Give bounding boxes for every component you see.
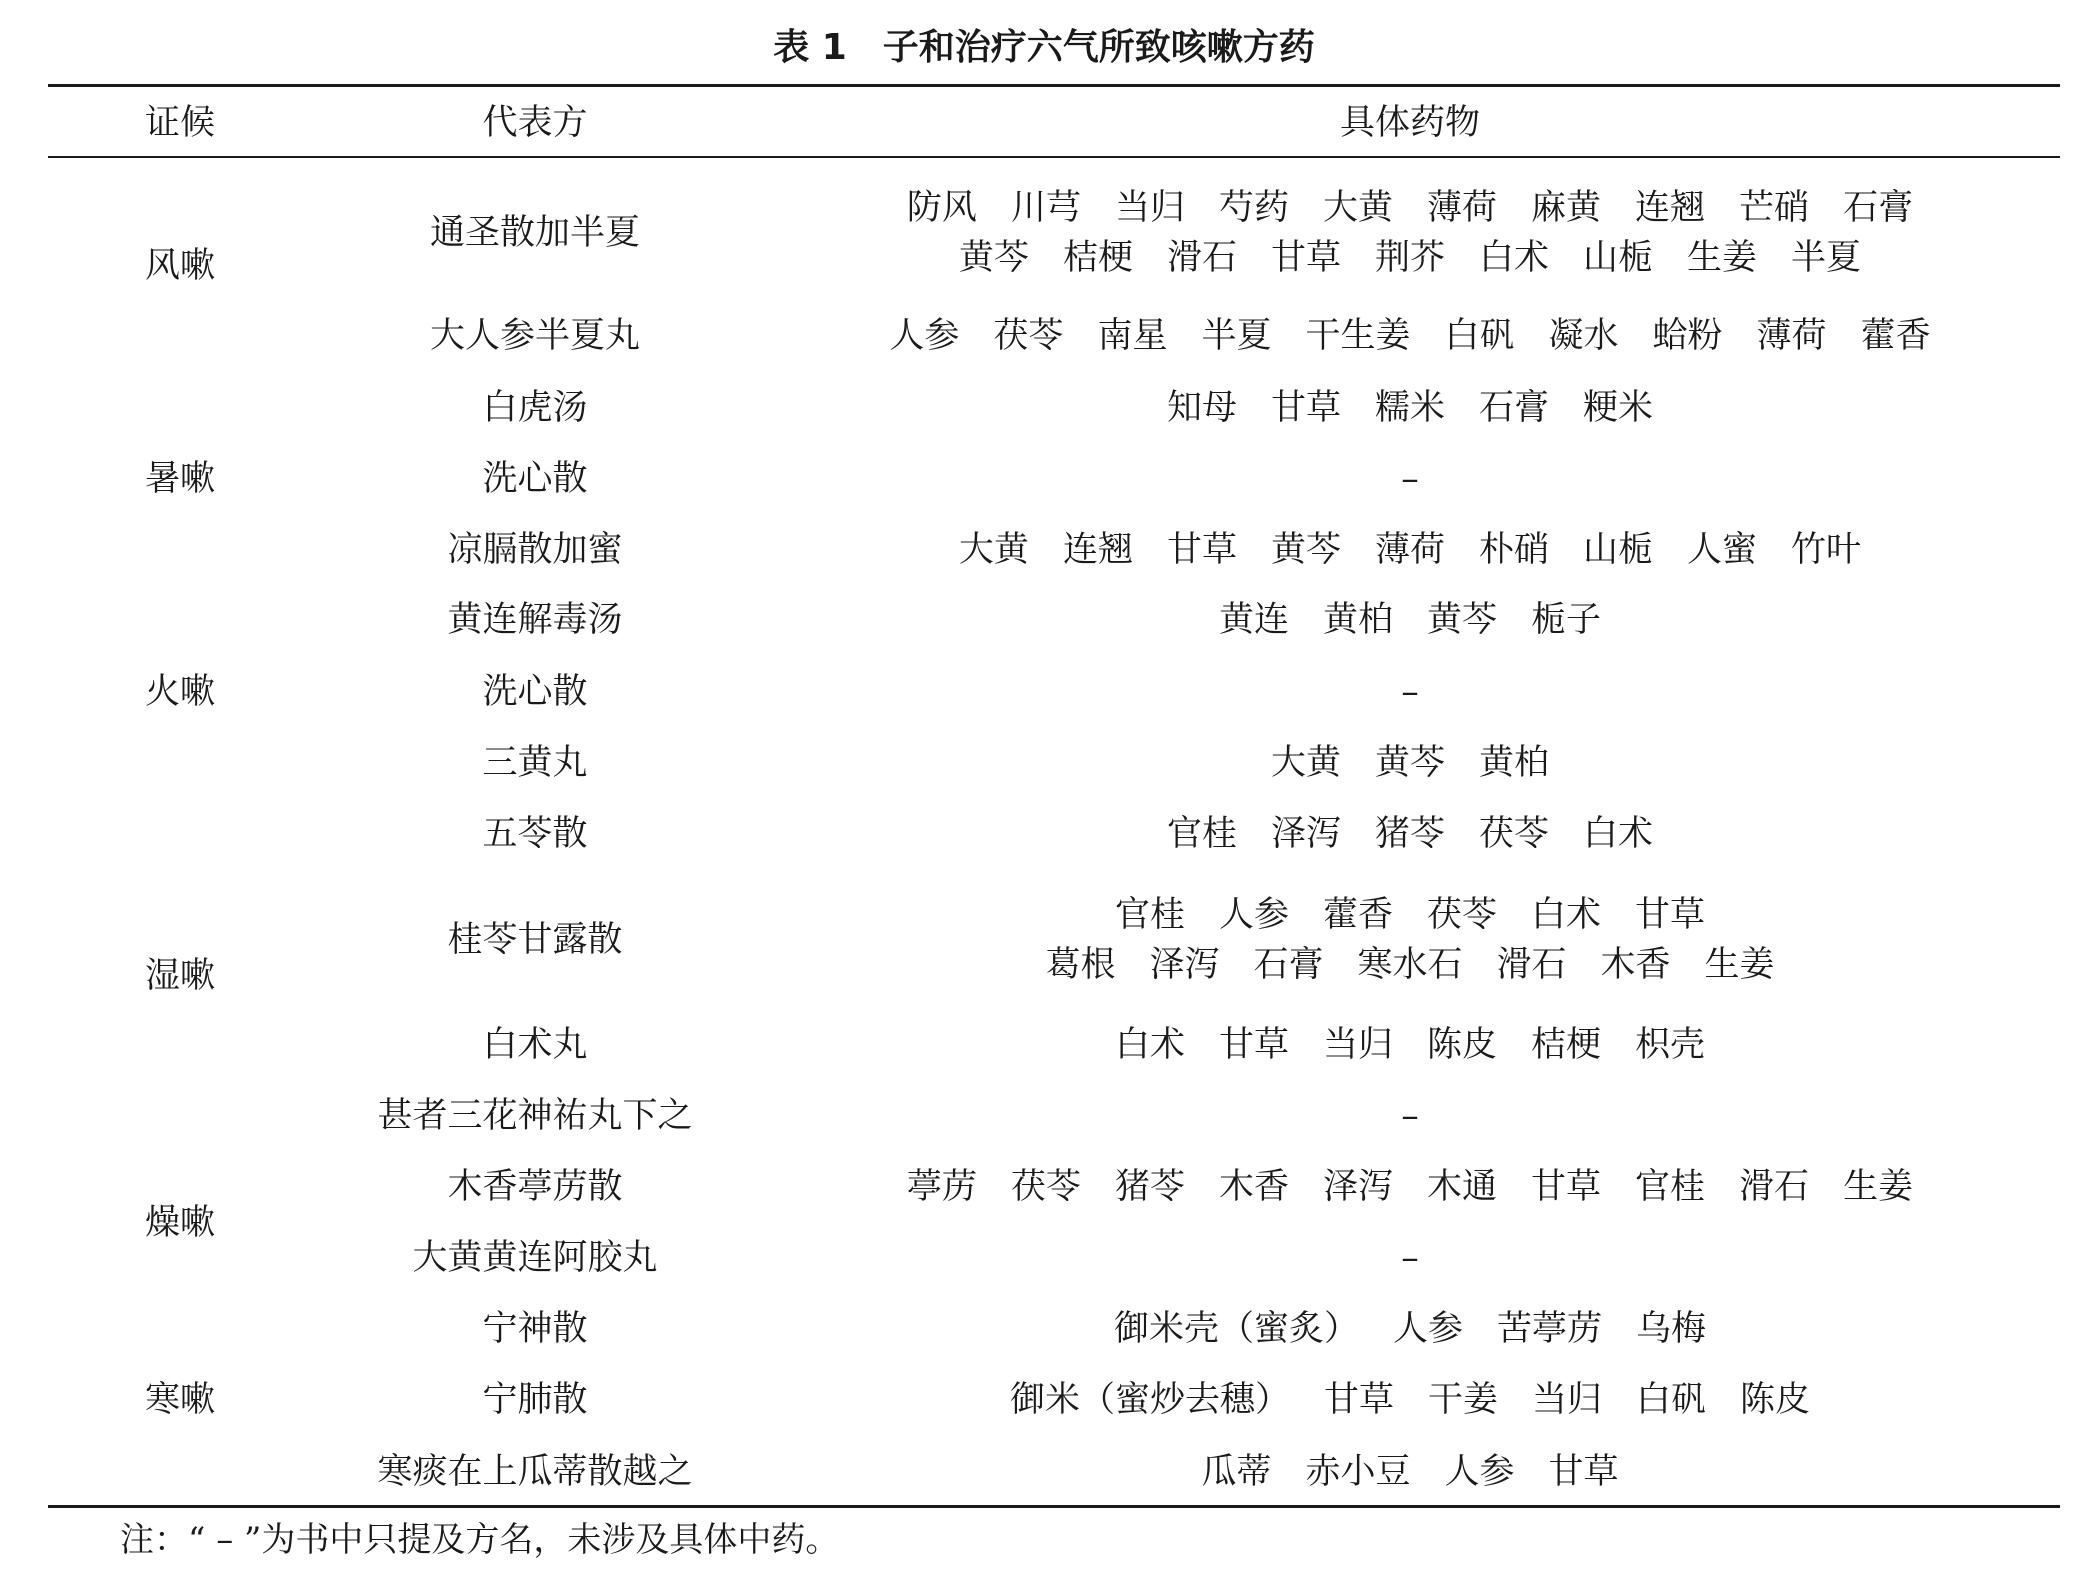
herb-list [780,1091,2040,1141]
herb-line [780,738,2040,788]
herb-line [780,1020,2040,1070]
herb-list [780,1020,2040,1070]
syndrome-label: 寒嗽 [144,1380,215,1420]
formula-name: 通圣散加半夏 [429,213,640,253]
herb-item: 御米（蜜炒去穗） [1009,1380,1290,1420]
herb-item: 茯苓 [1010,1167,1081,1207]
herb-item: 滑石 [1166,238,1237,278]
herb-line [780,809,2040,859]
herb-item: 御米壳（蜜炙） [1113,1309,1359,1349]
herb-line [780,311,2040,361]
herb-item: 木香 [1600,945,1671,985]
herb-item: 泽泻 [1270,814,1341,854]
herb-item: 大黄 [1322,188,1393,228]
herb-item: 石膏 [1479,388,1550,428]
herb-item: 生姜 [1704,945,1775,985]
herb-item: – [1401,1238,1419,1278]
header-syndrome: 证候 [144,103,215,143]
table-title: 表 1 子和治疗六气所致咳嗽方药 [773,27,1315,68]
herb-item: 陈皮 [1740,1380,1811,1420]
formula-name: 甚者三花神祐丸下之 [377,1096,693,1136]
herb-item: 人参 [1444,1452,1515,1492]
herb-item: – [1401,459,1419,499]
herb-line [780,1162,2040,1212]
herb-item: 大黄 [958,530,1029,570]
herb-item: 半夏 [1791,238,1862,278]
herb-list [780,383,2040,433]
formula-name: 大黄黄连阿胶丸 [412,1238,658,1278]
herb-item: 泽泻 [1149,945,1220,985]
syndrome-label: 湿嗽 [144,956,215,996]
herb-list [780,1304,2040,1354]
formula-name: 宁神散 [482,1309,588,1349]
herb-item: 猪苓 [1374,814,1445,854]
herb-item: 薄荷 [1374,530,1445,570]
herb-item: 茯苓 [1427,895,1498,935]
herb-item: 大黄 [1270,743,1341,783]
syndrome-label: 燥嗽 [144,1203,215,1243]
herb-item: 石膏 [1253,945,1324,985]
herb-list [780,890,2040,990]
herb-item: 人参 [1218,895,1289,935]
herb-item: 山栀 [1583,238,1654,278]
herb-item: 知母 [1166,388,1237,428]
syndrome-label: 暑嗽 [144,459,215,499]
herb-line [780,1091,2040,1141]
herb-item: 当归 [1114,188,1185,228]
herb-item: 人蜜 [1687,530,1758,570]
herb-item: 人参 [889,316,960,356]
herb-item: 黄柏 [1322,600,1393,640]
herb-item: 白术 [1479,238,1550,278]
herb-item: 黄柏 [1479,743,1550,783]
herb-item: 芒硝 [1739,188,1810,228]
herb-item: 乌梅 [1636,1309,1707,1349]
herb-list [780,809,2040,859]
herb-item: 木香 [1218,1167,1289,1207]
formula-name: 黄连解毒汤 [447,600,623,640]
formula-name: 洗心散 [482,672,588,712]
header-herbs: 具体药物 [1339,103,1480,143]
herb-line [780,233,2040,283]
herb-item: 甘草 [1270,238,1341,278]
formula-name: 大人参半夏丸 [429,316,640,356]
herb-item: 薄荷 [1756,316,1827,356]
herb-list [780,454,2040,504]
herb-item: 糯米 [1374,388,1445,428]
header-formula: 代表方 [482,103,588,143]
herb-item: 甘草 [1218,1025,1289,1065]
herb-item: 薄荷 [1427,188,1498,228]
herb-item: 石膏 [1843,188,1914,228]
herb-item: 当归 [1322,1025,1393,1065]
formula-name: 洗心散 [482,459,588,499]
herb-item: 半夏 [1201,316,1272,356]
herb-item: 人参 [1392,1309,1463,1349]
formula-name: 三黄丸 [482,743,588,783]
syndrome-label: 火嗽 [144,672,215,712]
herb-list [780,525,2040,575]
table-note: 注：“ – ”为书中只提及方名，未涉及具体中药。 [120,1520,840,1560]
herb-item: 连翘 [1635,188,1706,228]
herb-item: 官桂 [1635,1167,1706,1207]
formula-name: 木香葶苈散 [447,1167,623,1207]
formula-name: 五苓散 [482,814,588,854]
herb-line [780,1375,2040,1425]
formula-name: 凉膈散加蜜 [447,530,623,570]
herb-list [780,738,2040,788]
herb-item: 木通 [1427,1167,1498,1207]
herb-item: 黄芩 [958,238,1029,278]
herb-item: 当归 [1532,1380,1603,1420]
herb-item: 山栀 [1583,530,1654,570]
herb-list [780,311,2040,361]
herb-item: 黄芩 [1427,600,1498,640]
herb-item: 川芎 [1010,188,1081,228]
herb-item: 凝水 [1548,316,1619,356]
herb-line [780,383,2040,433]
herb-item: 连翘 [1062,530,1133,570]
herb-list [780,183,2040,283]
herb-item: 甘草 [1531,1167,1602,1207]
formula-name: 宁肺散 [482,1380,588,1420]
herb-item: 甘草 [1323,1380,1394,1420]
herb-item: 白术 [1531,895,1602,935]
herb-item: – [1401,672,1419,712]
herb-list [780,1233,2040,1283]
herb-item: 苦葶苈 [1497,1309,1603,1349]
formula-name: 白虎汤 [482,388,588,428]
herb-list [780,595,2040,645]
herb-item: 滑石 [1739,1167,1810,1207]
herb-item: 竹叶 [1791,530,1862,570]
herb-item: 滑石 [1496,945,1567,985]
herb-line [780,940,2040,990]
herb-list [780,1375,2040,1425]
herb-item: 茯苓 [1479,814,1550,854]
herb-item: 猪苓 [1114,1167,1185,1207]
herb-item: 蛤粉 [1652,316,1723,356]
herb-item: 藿香 [1322,895,1393,935]
formula-name: 白术丸 [482,1025,588,1065]
herb-item: 黄芩 [1270,530,1341,570]
herb-line [780,1304,2040,1354]
herb-item: 白矾 [1444,316,1515,356]
herb-item: 朴硝 [1479,530,1550,570]
herb-item: 生姜 [1843,1167,1914,1207]
herb-item: 枳壳 [1635,1025,1706,1065]
herb-item: 干生姜 [1305,316,1411,356]
herb-item: 甘草 [1548,1452,1619,1492]
herb-item: 白术 [1114,1025,1185,1065]
bottom-rule [48,1505,2060,1508]
herb-item: 荆芥 [1374,238,1445,278]
syndrome-label: 风嗽 [144,246,215,286]
herb-item: 桔梗 [1531,1025,1602,1065]
herb-item: 白矾 [1636,1380,1707,1420]
herb-item: 白术 [1583,814,1654,854]
herb-list [780,1447,2040,1497]
herb-item: 南星 [1097,316,1168,356]
herb-item: 藿香 [1860,316,1931,356]
herb-item: 陈皮 [1427,1025,1498,1065]
herb-line [780,454,2040,504]
herb-item: 生姜 [1687,238,1758,278]
herb-list [780,1162,2040,1212]
herb-item: 葶苈 [906,1167,977,1207]
herb-line [780,1447,2040,1497]
herb-item: 粳米 [1583,388,1654,428]
herb-item: 茯苓 [993,316,1064,356]
herb-item: 防风 [906,188,977,228]
herb-line [780,667,2040,717]
herb-item: – [1401,1096,1419,1136]
herb-item: 黄连 [1218,600,1289,640]
herb-item: 甘草 [1635,895,1706,935]
herb-item: 芍药 [1218,188,1289,228]
header-rule [48,156,2060,158]
herb-list [780,667,2040,717]
herb-item: 官桂 [1166,814,1237,854]
herb-line [780,525,2040,575]
herb-item: 泽泻 [1322,1167,1393,1207]
herb-item: 甘草 [1166,530,1237,570]
herb-item: 麻黄 [1531,188,1602,228]
herb-item: 栀子 [1531,600,1602,640]
formula-name: 寒痰在上瓜蒂散越之 [377,1452,693,1492]
herb-item: 黄芩 [1374,743,1445,783]
herb-item: 桔梗 [1062,238,1133,278]
herb-item: 甘草 [1270,388,1341,428]
herb-item: 干姜 [1427,1380,1498,1420]
herb-line [780,183,2040,233]
herb-item: 葛根 [1045,945,1116,985]
herb-line [780,1233,2040,1283]
top-rule [48,84,2060,87]
herb-item: 赤小豆 [1305,1452,1411,1492]
herb-line [780,890,2040,940]
formula-name: 桂苓甘露散 [447,920,623,960]
herb-line [780,595,2040,645]
herb-item: 瓜蒂 [1201,1452,1272,1492]
herb-item: 官桂 [1114,895,1185,935]
herb-item: 寒水石 [1357,945,1463,985]
